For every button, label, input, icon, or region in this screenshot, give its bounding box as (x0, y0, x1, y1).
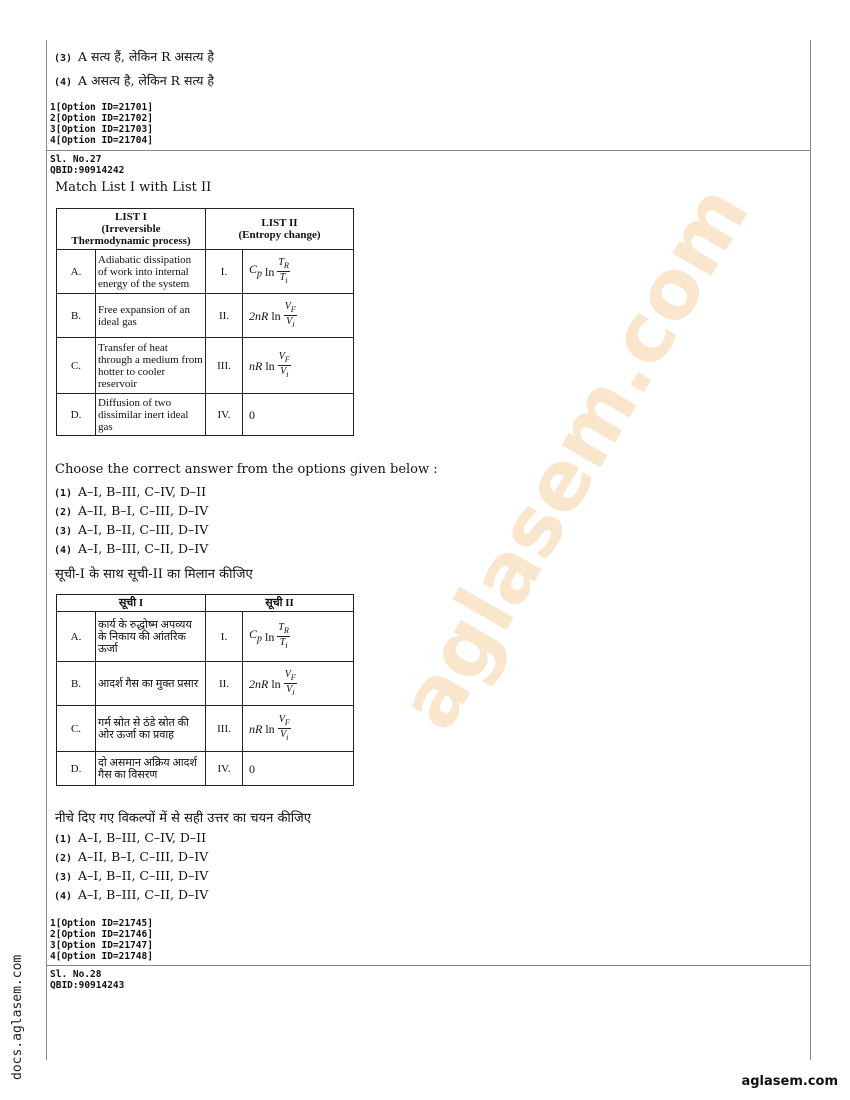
q27-option-hi-2: (2) A–II, B–I, C–III, D–IV (54, 849, 209, 864)
entropy-expr-3: nR ln $\frac{V_F}{V_i}$ (249, 351, 290, 379)
q27-prompt-hi: सूची-I के साथ सूची-II का मिलान कीजिए (55, 567, 253, 582)
list2-header-hi: सूची II (206, 595, 354, 612)
entropy-expr-4: 0 (249, 407, 255, 422)
table-row: D. Diffusion of two dissimilar inert ideal gas IV. 0 (57, 394, 354, 436)
list1-header: LIST I (Irreversible Thermodynamic process) (57, 209, 206, 250)
q27-prompt-en: Match List I with List II (55, 180, 212, 195)
prev-option-4: (4) A असत्य है, लेकिन R सत्य है (54, 73, 214, 88)
table-row: A. Adiabatic dissipation of work into internal energy of the system I. $C_p$ ln $\frac{T_R}{T_i}$ (57, 250, 354, 294)
list1-header-hi: सूची I (57, 595, 206, 612)
table-row: D. दो असमान अक्रिय आदर्श गैस का विसरण IV. 0 (57, 752, 354, 786)
entropy-expr-4-hi: 0 (249, 761, 255, 776)
q27-choose-en: Choose the correct answer from the options given below : (55, 462, 438, 477)
table-row: A. कार्य के रुद्धोष्म अपव्यय के निकाय की आंतरिक ऊर्जा I. $C_p$ ln $\frac{T_R}{T_i}$ (57, 612, 354, 662)
prev-option-3: (3) A सत्य हैं, लेकिन R असत्य है (54, 49, 214, 64)
q27-option-hi-4: (4) A–I, B–III, C–II, D–IV (54, 887, 209, 902)
entropy-expr-2: 2nR ln $\frac{V_F}{V_i}$ (249, 301, 296, 329)
divider (46, 965, 811, 966)
match-table-hi (56, 594, 354, 786)
entropy-expr-1: $C_p$ ln $\frac{T_R}{T_i}$ (249, 257, 290, 285)
watermark: aglasem.com (381, 170, 768, 745)
page-border-left (46, 40, 47, 1060)
q27-option-en-3: (3) A–I, B–II, C–III, D–IV (54, 522, 209, 537)
prev-option-ids: 1[Option ID=21701] 2[Option ID=21702] 3[Option ID=21703] 4[Option ID=21704] (50, 102, 153, 146)
table-row: C. गर्म स्रोत से ठंडे स्रोत की ओर ऊर्जा का प्रवाह III. nR ln $\frac{V_F}{V_i}$ (57, 706, 354, 752)
q27-option-en-2: (2) A–II, B–I, C–III, D–IV (54, 503, 209, 518)
q27-header: Sl. No.27 QBID:90914242 (50, 154, 125, 176)
q27-choose-hi: नीचे दिए गए विकल्पों में से सही उत्तर का चयन कीजिए (55, 811, 311, 826)
q27-option-en-1: (1) A–I, B–III, C–IV, D–II (54, 484, 207, 499)
list2-header: LIST II (Entropy change) (206, 209, 354, 250)
page-border-right (810, 40, 811, 1060)
q27-option-en-4: (4) A–I, B–III, C–II, D–IV (54, 541, 209, 556)
q28-header: Sl. No.28 QBID:90914243 (50, 969, 125, 991)
table-row: B. आदर्श गैस का मुक्त प्रसार II. 2nR ln $\frac{V_F}{V_i}$ (57, 662, 354, 706)
table-row: B. Free expansion of an ideal gas II. 2nR ln $\frac{V_F}{V_i}$ (57, 294, 354, 338)
divider (46, 150, 811, 151)
entropy-expr-1-hi: $C_p$ ln $\frac{T_R}{T_i}$ (249, 622, 290, 650)
entropy-expr-2-hi: 2nR ln $\frac{V_F}{V_i}$ (249, 669, 296, 697)
q27-option-hi-3: (3) A–I, B–II, C–III, D–IV (54, 868, 209, 883)
brand-logo-text: aglasem.com (741, 1074, 838, 1089)
table-row: C. Transfer of heat through a medium from hotter to cooler reservoir III. nR ln $\frac{V_F}{V_i}$ (57, 338, 354, 394)
q27-option-ids: 1[Option ID=21745] 2[Option ID=21746] 3[Option ID=21747] 4[Option ID=21748] (50, 918, 153, 962)
q27-option-hi-1: (1) A–I, B–III, C–IV, D–II (54, 830, 207, 845)
entropy-expr-3-hi: nR ln $\frac{V_F}{V_i}$ (249, 714, 290, 742)
side-url: docs.aglasem.com (10, 954, 25, 1080)
match-table-en (56, 208, 354, 436)
